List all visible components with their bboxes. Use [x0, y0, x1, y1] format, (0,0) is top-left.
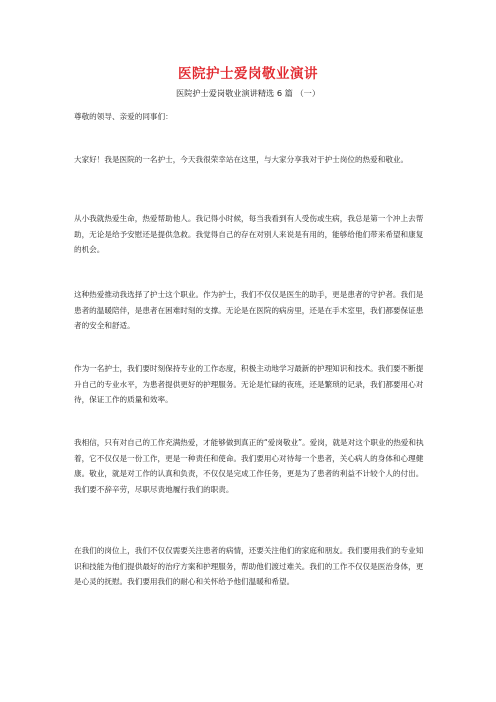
document-title: 医院护士爱岗敬业演讲 [178, 66, 318, 82]
paragraph-3: 这种热爱推动我选择了护士这个职业。作为护士，我们不仅仅是医生的助手，更是患者的守护者。我们是患者的温暖陪伴，是患者在困难时刻的支撑。无论是在医院的病房里，还是在手术室里，我们都要保证患者的安全和舒适。 [74, 290, 424, 331]
paragraph-6: 在我们的岗位上，我们不仅仅需要关注患者的病情，还要关注他们的家庭和朋友。我们要用我们的专业知识和技能为他们提供最好的治疗方案和护理服务，帮助他们渡过难关。我们的工作不仅仅是医治身体，更是心灵的抚慰。我们要用我们的耐心和关怀给予他们温暖和希望。 [74, 546, 424, 587]
greeting-line: 尊敬的领导、亲爱的同事们： [74, 112, 173, 121]
paragraph-1: 大家好！我是医院的一名护士，今天我很荣幸站在这里，与大家分享我对于护士岗位的热爱和敬业。 [74, 155, 409, 164]
paragraph-2: 从小我就热爱生命，热爱帮助他人。我记得小时候，每当我看到有人受伤或生病，我总是第一个冲上去帮助，无论是给予安慰还是提供急救。我觉得自己的存在对别人来说是有用的，能够给他们带来希望和康复的机会。 [74, 214, 424, 255]
paragraph-5: 我相信，只有对自己的工作充满热爱，才能够做到真正的“爱岗敬业”。爱岗，就是对这个职业的热爱和执着，它不仅仅是一份工作，更是一种责任和使命。我们要用心对待每一个患者，关心病人的身体和心理健康。敬业，就是对工作的认真和负责，不仅仅是完成工作任务，更是为了患者的利益不计较个人的付出。我们要不辞辛劳，尽职尽责地履行我们的职责。 [74, 438, 424, 494]
paragraph-4: 作为一名护士，我们要时刻保持专业的工作态度，积极主动地学习最新的护理知识和技术。我们要不断提升自己的专业水平，为患者提供更好的护理服务。无论是忙碌的夜班，还是繁琐的记录，我们都要用心对待，保证工作的质量和效率。 [74, 364, 424, 405]
document-subtitle: 医院护士爱岗敬业演讲精选 6 篇 （一） [175, 88, 321, 98]
